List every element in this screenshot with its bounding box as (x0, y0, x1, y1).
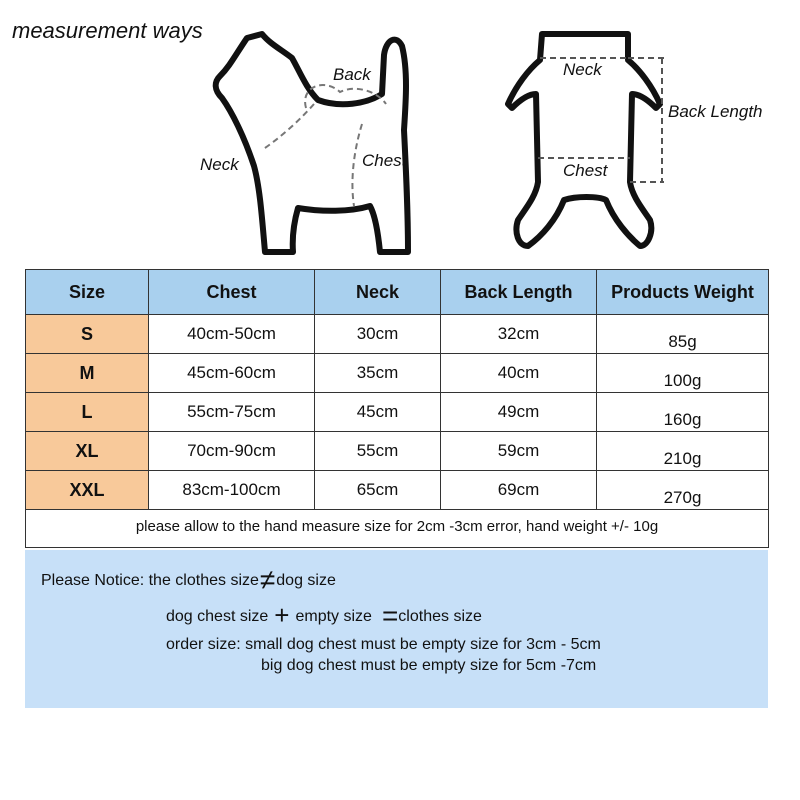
weight-cell: 160g (597, 393, 769, 432)
weight-cell: 210g (597, 432, 769, 471)
size-cell: XL (26, 432, 149, 471)
measurement-note (26, 510, 769, 548)
table-header-row (26, 270, 769, 315)
dog-back-label: Back (333, 65, 371, 84)
notice-box (25, 550, 768, 708)
notice-line-3: order size: small dog chest must be empty size for 3cm - 5cm (166, 636, 601, 653)
dog-neck-label: Neck (200, 155, 239, 174)
table-row (26, 315, 769, 354)
back-length-cell: 32cm (441, 315, 597, 354)
not-equal-icon: ≠ (259, 564, 276, 595)
plus-icon: + (274, 600, 290, 630)
notice-line-2-start: dog chest size (166, 608, 269, 625)
dog-illustration (216, 34, 408, 252)
table-note-row (26, 510, 769, 548)
neck-cell: 55cm (315, 432, 441, 471)
dog-outline (216, 34, 408, 252)
header-size: Size (26, 270, 149, 315)
dog-chest-line (352, 124, 362, 206)
back-length-cell: 69cm (441, 471, 597, 510)
notice-line-1 (41, 564, 336, 596)
measurement-diagram (0, 0, 800, 265)
page-heading: measurement ways (12, 18, 203, 43)
chest-cell: 45cm-60cm (149, 354, 315, 393)
notice-line-1-start: Please Notice: the clothes size (41, 572, 259, 589)
neck-cell: 65cm (315, 471, 441, 510)
garment-chest-label: Chest (563, 161, 608, 180)
chest-cell: 40cm-50cm (149, 315, 315, 354)
header-chest: Chest (149, 270, 315, 315)
table-row (26, 471, 769, 510)
chest-cell: 55cm-75cm (149, 393, 315, 432)
notice-line-2 (166, 600, 482, 632)
dog-neck-line (262, 104, 314, 150)
back-length-cell: 40cm (441, 354, 597, 393)
table-row (26, 354, 769, 393)
garment-back-length-label: Back Length (668, 102, 763, 121)
size-cell: M (26, 354, 149, 393)
table-row (26, 393, 769, 432)
notice-line-1-end: dog size (276, 572, 336, 589)
header-neck: Neck (315, 270, 441, 315)
neck-cell: 35cm (315, 354, 441, 393)
garment-neck-label: Neck (563, 60, 602, 79)
notice-line-2-middle: empty size (295, 608, 372, 625)
neck-cell: 45cm (315, 393, 441, 432)
weight-cell: 100g (597, 354, 769, 393)
size-cell: L (26, 393, 149, 432)
size-cell: XXL (26, 471, 149, 510)
back-length-cell: 49cm (441, 393, 597, 432)
dog-chest-label: Chest (362, 151, 407, 170)
chest-cell: 70cm-90cm (149, 432, 315, 471)
table-row (26, 432, 769, 471)
notice-line-2-end: clothes size (398, 608, 482, 625)
header-products-weight: Products Weight (597, 270, 769, 315)
notice-line-4: big dog chest must be empty size for 5cm -7cm (261, 657, 597, 674)
weight-cell: 270g (597, 471, 769, 510)
neck-cell: 30cm (315, 315, 441, 354)
size-table (25, 269, 769, 548)
header-back-length: Back Length (441, 270, 597, 315)
weight-cell: 85g (597, 315, 769, 354)
size-cell: S (26, 315, 149, 354)
equals-icon: = (381, 600, 399, 631)
measurement-note-text: please allow to the hand measure size for 2cm -3cm error, hand weight +/- 10g (135, 518, 659, 535)
back-length-cell: 59cm (441, 432, 597, 471)
chest-cell: 83cm-100cm (149, 471, 315, 510)
